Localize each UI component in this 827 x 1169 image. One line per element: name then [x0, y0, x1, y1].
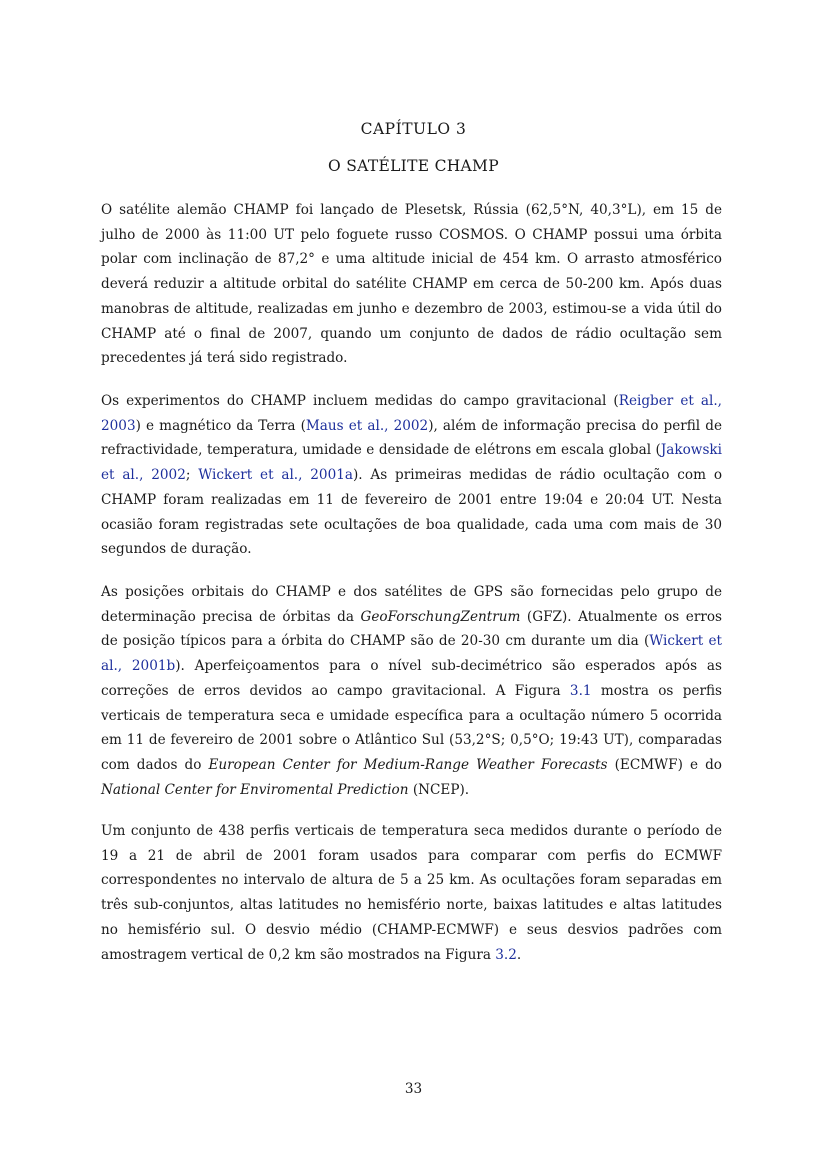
institution-name: European Center for Medium-Range Weather Forecasts [208, 756, 608, 773]
citation-link-wickert-2001a[interactable]: Wickert et al., 2001a [198, 467, 353, 484]
paragraph-4-text: . [516, 946, 522, 963]
institution-name: GeoForschungZentrum [360, 608, 521, 625]
paragraph-4 [101, 819, 722, 967]
paragraph-3-text: ). Aperfeiçoamentos para o nível sub-decimétrico são esperados após as correções de erros devidos ao campo gravitacional. A Figura [101, 658, 722, 699]
paragraph-3-text: (GFZ). Atualmente os erros de posição típicos para a órbita do CHAMP são de 20-30 cm durante um dia ( [101, 608, 722, 650]
paragraph-3-text: mostra os perfis verticais de temperatura seca e umidade específica para a ocultação número 5 ocorrida em 11 de fevereiro de 2001 sobre o Atlântico Sul (53,2°S; 0,5°O; 19:43 UT), comparadas com dados do [101, 682, 722, 773]
citation-link-wickert-2001b[interactable]: Wickert et al., 2001b [101, 633, 722, 675]
paragraph-2-text: Os experimentos do CHAMP incluem medidas do campo gravitacional ( [101, 393, 619, 409]
paragraph-1-text: O satélite alemão CHAMP foi lançado de Plesetsk, Rússia (62,5°N, 40,3°L), em 15 de julho de 2000 às 11:00 UT pelo foguete russo COSMOS. O CHAMP possui uma órbita polar com inclinação de 87,2° e uma altitude inicial de 454 km. O arrasto atmosférico deverá reduzir a altitude orbital do satélite CHAMP em cerca de 50-200 km. Após duas manobras de altitude, realizadas em junho e dezembro de 2003, estimou-se a vida útil do CHAMP até o final de 2007, quando um conjunto de dados de rádio ocultação sem precedentes já terá sido registrado. [101, 202, 722, 367]
citation-link-maus[interactable]: Maus et al., 2002 [305, 417, 429, 434]
chapter-title: O SATÉLITE CHAMP [328, 157, 499, 175]
paragraph-2-text: ) e magnético da Terra ( [135, 417, 306, 434]
figure-link-3-2[interactable]: 3.2 [495, 946, 517, 963]
institution-name: National Center for Enviromental Prediction [101, 781, 409, 798]
citation-link-jakowski[interactable]: Jakowski et al., 2002 [101, 442, 722, 484]
paragraph-3 [101, 580, 722, 802]
figure-link-3-1[interactable]: 3.1 [569, 682, 592, 699]
paragraph-3-text: (NCEP). [408, 781, 470, 798]
paragraph-1 [101, 198, 722, 371]
paragraph-3-text: As posições orbitais do CHAMP e dos satélites de GPS são fornecidas pelo grupo de determinação precisa de órbitas da [101, 584, 722, 625]
page-number: 33 [404, 1081, 423, 1097]
paragraph-2-text: ; [185, 467, 199, 484]
paragraph-2-text: ), além de informação precisa do perfil de refractividade, temperatura, umidade e densidade de elétrons em escala global ( [101, 417, 723, 459]
paragraph-4-text: Um conjunto de 438 perfis verticais de temperatura seca medidos durante o período de 19 a 21 de abril de 2001 foram usados para comparar com perfis do ECMWF correspondentes no intervalo de altura de 5 a 25 km. As ocultações foram separadas em três sub-conjuntos, altas latitudes no hemisfério norte, baixas latitudes e altas latitudes no hemisfério sul. O desvio médio (CHAMP-ECMWF) e seus desvios padrões com amostragem vertical de 0,2 km são mostrados na Figura [101, 823, 722, 963]
paragraph-2 [101, 389, 722, 562]
citation-link-reigber[interactable]: Reigber et al., 2003 [101, 393, 722, 434]
paragraph-2-text: ). As primeiras medidas de rádio ocultação com o CHAMP foram realizadas em 11 de fevereiro de 2001 entre 19:04 e 20:04 UT. Nesta ocasião foram registradas sete ocultações de boa qualidade, cada uma com mais de 30 segundos de duração. [101, 467, 722, 558]
chapter-number: CAPÍTULO 3 [360, 120, 467, 138]
paragraph-3-text: (ECMWF) e do [607, 756, 722, 773]
